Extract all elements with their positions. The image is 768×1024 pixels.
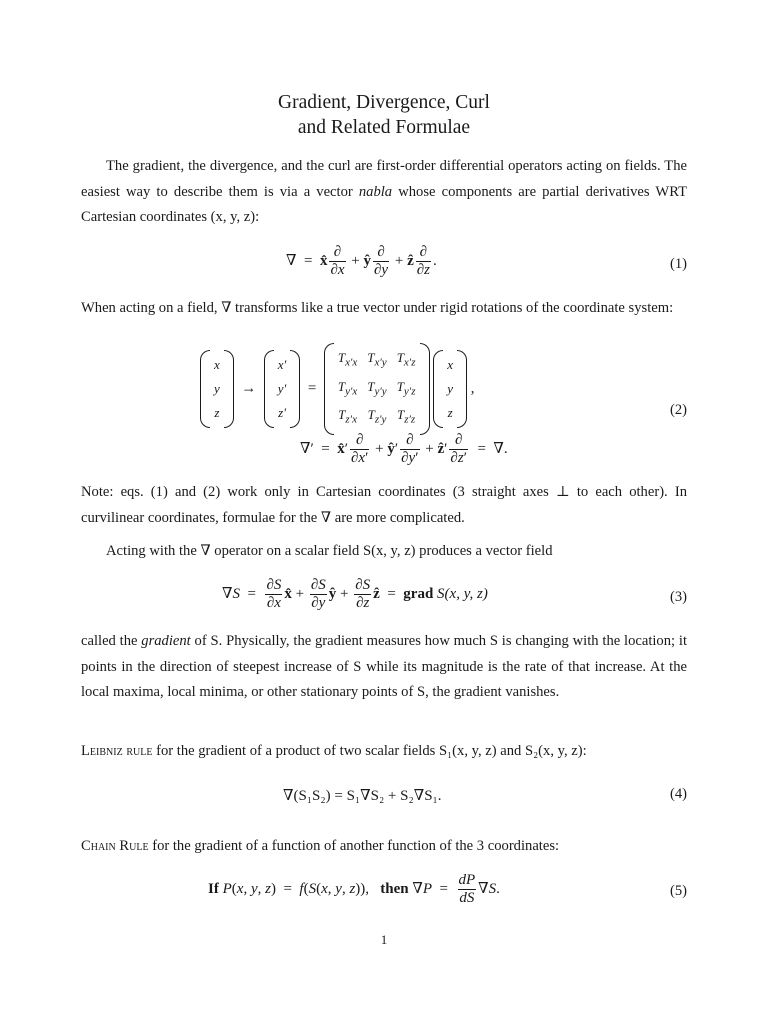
chain-rule-text: for the gradient of a function of another function of the 3 coordinates: xyxy=(148,838,560,854)
equation-1: ∇ = x̂ $\frac{\partial}{\partial x}$ + ŷ $\frac{\partial}{\partial y}$ + ẑ $\frac{\partial}{\partial z}$ . xyxy=(286,244,437,278)
equation-3-number: (3) xyxy=(669,589,687,605)
note-text: Note: eqs. (1) and (2) work only in Cartesian coordinates (3 straight axes ⊥ to each other). In curvilinear coordinates, formulae for the ∇ are more complicated. xyxy=(81,484,687,526)
equation-5-number: (5) xyxy=(669,883,687,899)
vector-xyz-prime: x′ y′ z′ xyxy=(264,353,301,425)
grad-argument: S(x, y, z) xyxy=(437,585,488,602)
equation-4 xyxy=(283,786,442,806)
chain-rule-paragraph xyxy=(81,834,687,860)
eq5-then: then xyxy=(380,880,409,897)
acting-paragraph xyxy=(81,539,687,565)
equation-4-text: ∇(S₁S₂) = S₁∇S₂ + S₂∇S₁. xyxy=(283,788,442,804)
gradient-text-a: called the xyxy=(81,633,142,649)
equation-3: ∇S = $\frac{\partial S}{\partial x}$ x̂ + $\frac{\partial S}{\partial y}$ ŷ + $\frac{\partial S}{\partial z}$ ẑ = grad S(x, y, z) xyxy=(222,577,488,611)
equation-2-nabla-prime: ∇′ = x̂′ $\frac{\partial}{\partial x'}$ + ŷ′ $\frac{\partial}{\partial y'}$ + ẑ′ $\frac{\partial}{\partial z'}$ = ∇. xyxy=(300,432,508,466)
gradient-text-b: of S. Physically, the gradient measures how much S is changing with the location; it points in the direction of steepest increase of S while its magnitude is the rate of that increase. At the local maxima, local minima, or other stationary points of S, the gradient vanishes. xyxy=(81,633,687,700)
note-paragraph xyxy=(81,480,687,531)
intro-text-b: whose components are partial derivatives WRT Cartesian coordinates (x, y, z): xyxy=(81,183,687,225)
intro-paragraph xyxy=(81,154,687,231)
gradient-paragraph xyxy=(81,629,687,706)
document-title xyxy=(0,90,768,140)
rotation-text: When acting on a field, ∇ transforms like a true vector under rigid rotations of the coordinate system: xyxy=(81,300,674,316)
equation-5: If P(x, y, z) = f(S(x, y, z)), then ∇P = $\frac{dP}{dS}$ ∇S. xyxy=(208,872,500,906)
intro-nabla-word: nabla xyxy=(358,183,393,200)
grad-operator: grad xyxy=(403,585,434,602)
leibniz-heading: Leibniz rule xyxy=(81,743,153,759)
equation-1-number: (1) xyxy=(669,256,687,272)
rotation-matrix: $T_{x'x}$ $T_{x'y}$ $T_{x'z}$ $T_{y'x}$ $T_{y'y}$ $T_{y'z}$ $T_{z'x}$ $T_{z'y}$ $T_{z'z}$ xyxy=(324,346,430,432)
page-number: 1 xyxy=(380,932,388,947)
gradient-word: gradient xyxy=(141,633,191,649)
acting-text: Acting with the ∇ operator on a scalar field S(x, y, z) produces a vector field xyxy=(106,543,553,559)
chain-rule-heading: Chain Rule xyxy=(81,838,149,854)
equation-4-number: (4) xyxy=(669,786,687,802)
equation-2-matrix: x y z → x′ y′ z′ = $T_{x'x}$ $T_{x'y}$ $T_{x'z}$ $T_{y'x}$ $T_{y'y}$ $T_{y'z}$ $T_{z'x}$ $T_{z'y}$ $T_{z'z}$ x y z , xyxy=(200,346,475,432)
leibniz-paragraph xyxy=(81,739,687,765)
vector-xyz-rhs: x y z xyxy=(433,353,467,425)
equation-2-number: (2) xyxy=(669,402,687,418)
title-line-2: and Related Formulae xyxy=(297,117,471,138)
eq5-if: If xyxy=(208,880,219,897)
rotation-paragraph xyxy=(81,296,687,322)
leibniz-text: for the gradient of a product of two scalar fields S₁(x, y, z) and S₂(x, y, z): xyxy=(152,743,587,759)
intro-text-a: The gradient, the divergence, and the curl are first-order differential operators acting on fields. The easiest way to describe them is via a vector xyxy=(81,158,687,200)
vector-xyz: x y z xyxy=(200,353,234,425)
title-line-1: Gradient, Divergence, Curl xyxy=(278,92,490,113)
